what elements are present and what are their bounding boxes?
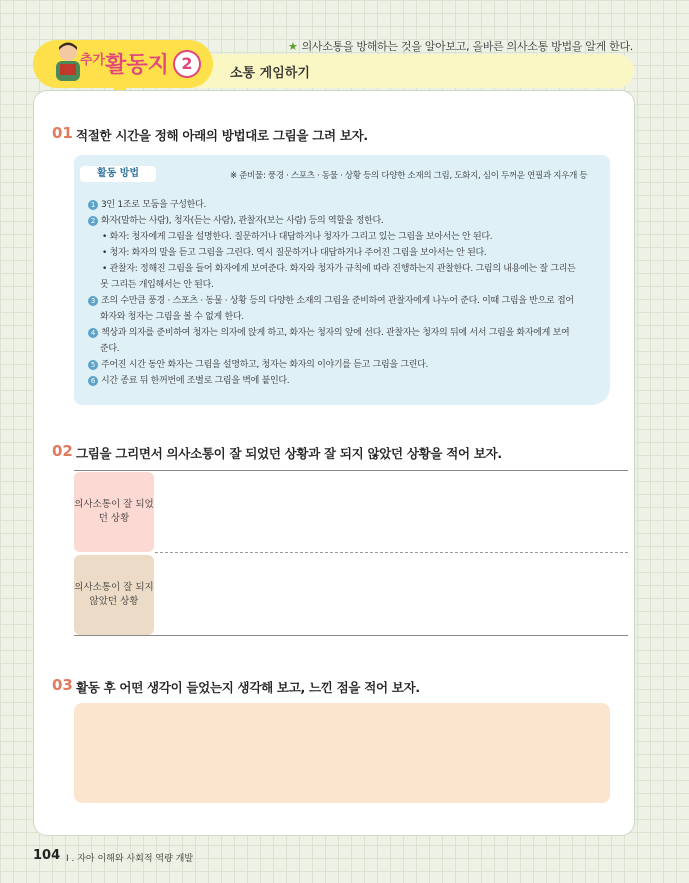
q2-number: 02 bbox=[52, 442, 73, 460]
badge-number: 2 bbox=[173, 50, 201, 78]
activity-label: 활동 방법 bbox=[80, 166, 156, 182]
step-3-cont: 화자와 청자는 그림을 볼 수 없게 한다. bbox=[100, 312, 244, 322]
q3-text: 활동 후 어떤 생각이 들었는지 생각해 보고, 느낀 점을 적어 보자. bbox=[76, 680, 420, 695]
step-2-speaker: • 화자: 청자에게 그림을 설명한다. 질문하거나 대답하거나 청자가 그리고 있는 그림을 보아서는 안 된다. bbox=[102, 232, 493, 242]
step-number-icon: 1 bbox=[88, 200, 98, 210]
q1-text: 적절한 시간을 정해 아래의 방법대로 그림을 그려 보자. bbox=[76, 128, 368, 143]
step-2-observer: • 관찰자: 정해진 그림을 들어 화자에게 보여준다. 화자와 청자가 규칙에 따라 진행하는지 관찰한다. 그림의 내용에는 잘 그리든 bbox=[102, 264, 576, 274]
step-5: 5 주어진 시간 동안 화자는 그림을 설명하고, 청자는 화자의 이야기를 듣고 그림을 그린다. bbox=[88, 357, 428, 370]
step-4-cont: 준다. bbox=[100, 344, 120, 354]
q2-text: 그림을 그리면서 의사소통이 잘 되었던 상황과 잘 되지 않았던 상황을 적어 보자. bbox=[76, 446, 502, 461]
row-divider bbox=[155, 552, 628, 553]
step-2-observer-cont: 못 그리든 개입해서는 안 된다. bbox=[100, 280, 214, 290]
q3-number: 03 bbox=[52, 676, 73, 694]
row-label-bad: 의사소통이 잘 되지 않았던 상황 bbox=[74, 555, 154, 635]
materials-note: ※ 준비물: 풍경 · 스포츠 · 동물 · 상황 등의 다양한 소재의 그림, 도화지, 심이 두꺼운 연필과 지우개 등 bbox=[230, 171, 588, 181]
step-2: 2 화자(말하는 사람), 청자(듣는 사람), 관찰자(보는 사람) 등의 역할을 정한다. bbox=[88, 213, 383, 226]
q1-number: 01 bbox=[52, 124, 73, 142]
learning-objective: ★ 의사소통을 방해하는 것을 알아보고, 올바른 의사소통 방법을 알게 한다. bbox=[288, 40, 633, 53]
reflection-answer-box[interactable] bbox=[74, 703, 610, 803]
answer-area-bad[interactable] bbox=[155, 555, 628, 635]
step-1: 1 3인 1조로 모둠을 구성한다. bbox=[88, 197, 206, 210]
step-number-icon: 3 bbox=[88, 296, 98, 306]
badge-title: $^{추가}$활동지 2 bbox=[80, 48, 201, 79]
page-number: 104 bbox=[33, 848, 61, 863]
section-title: Ⅰ . 자아 이해와 사회적 역량 개발 bbox=[66, 854, 194, 864]
table-bottom-rule bbox=[74, 635, 628, 636]
step-6: 6 시간 종료 뒤 한꺼번에 조별로 그림을 벽에 붙인다. bbox=[88, 373, 289, 386]
topic-title: 소통 게임하기 bbox=[230, 66, 310, 81]
step-number-icon: 4 bbox=[88, 328, 98, 338]
step-2-listener: • 청자: 화자의 말을 듣고 그림을 그린다. 역시 질문하거나 대답하거나 주어진 그림을 보아서는 안 된다. bbox=[102, 248, 487, 258]
step-number-icon: 6 bbox=[88, 376, 98, 386]
step-number-icon: 2 bbox=[88, 216, 98, 226]
step-4: 4 책상과 의자를 준비하여 청자는 의자에 앉게 하고, 화자는 청자의 앞에 선다. 관찰자는 청자의 뒤에 서서 그림을 화자에게 보여 bbox=[88, 325, 569, 338]
step-number-icon: 5 bbox=[88, 360, 98, 370]
answer-area-good[interactable] bbox=[155, 472, 628, 552]
star-icon: ★ bbox=[288, 40, 298, 53]
row-label-good: 의사소통이 잘 되었던 상황 bbox=[74, 472, 154, 552]
table-top-rule bbox=[74, 470, 628, 471]
step-3: 3 조의 수만큼 풍경 · 스포츠 · 동물 · 상황 등의 다양한 소재의 그림을 준비하여 관찰자에게 나누어 준다. 이때 그림을 반으로 접어 bbox=[88, 293, 574, 306]
topic-bar bbox=[150, 54, 634, 88]
